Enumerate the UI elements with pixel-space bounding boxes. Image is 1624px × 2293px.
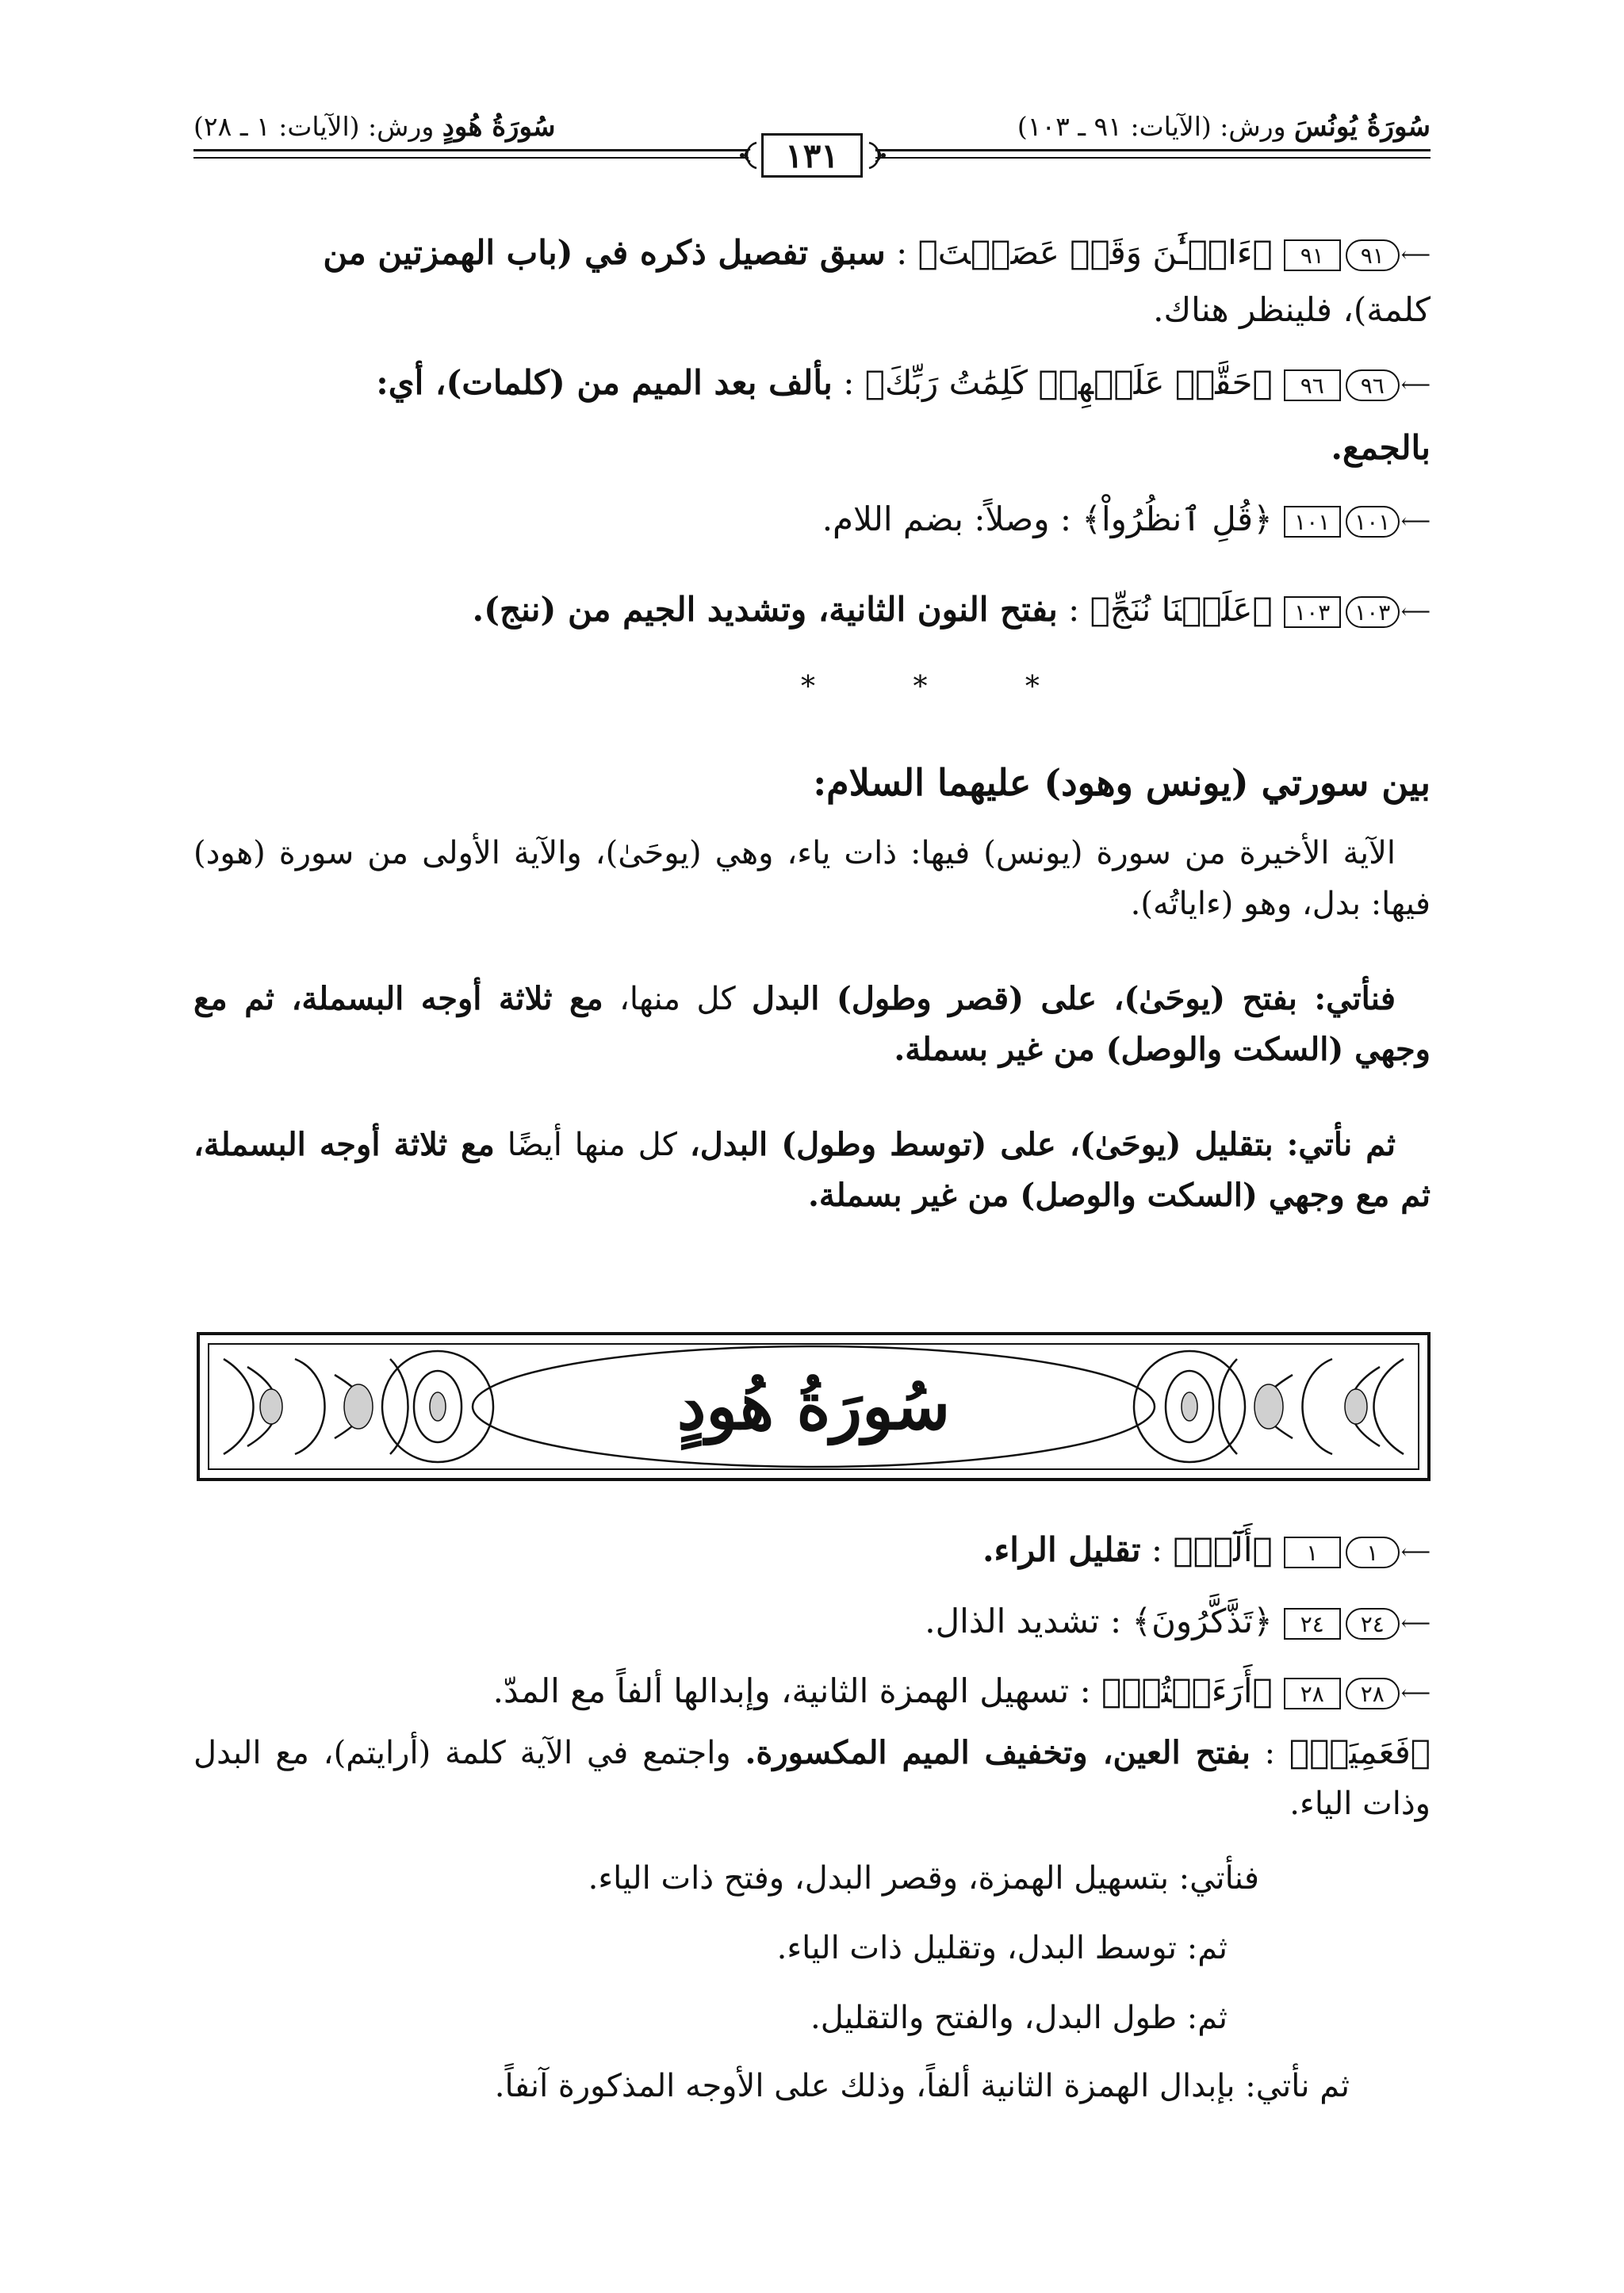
- first-method-bold: فنأتي: بفتح (يوحَىٰ)، على (قصر وطول) البدل: [751, 980, 1396, 1017]
- surah-hud-banner: [197, 1332, 1431, 1481]
- header-right-range: ورش: (الآيات: ٩١ ـ ١٠٣): [1017, 111, 1295, 142]
- entry-hud-28-second-word: [193, 1727, 1431, 1829]
- verse-badge: ٢٨: [1346, 1678, 1400, 1709]
- surah-title: سُورَةُ هُودٍ: [676, 1369, 951, 1445]
- entry-ruling: تقليل الراء.: [982, 1530, 1141, 1569]
- entry-ruling: بفتح العين، وتخفيف الميم المكسورة.: [745, 1734, 1251, 1771]
- quran-word: ﴿حَقَّتۡ عَلَيۡهِمۡ كَلِمَٰتُ رَبِّكَ﴾: [864, 363, 1273, 402]
- header-left: [193, 111, 556, 159]
- pointer-icon: ⟵: [1400, 243, 1431, 267]
- verse-badge: ٩٦: [1346, 369, 1400, 401]
- entry-hud-1: [193, 1530, 1431, 1569]
- second-method-bold-end: مع ثلاثة أوجه البسملة، ثم مع وجهي (السكت والوصل) من غير بسملة.: [193, 1126, 1431, 1214]
- entry-ruling: بألف بعد الميم من (كلمات)، أي:: [376, 363, 833, 402]
- header-right: [1017, 111, 1431, 159]
- pointer-icon: ⟵: [1400, 1682, 1431, 1705]
- header-right-sura: سُورَةُ يُونُسَ: [1294, 111, 1431, 143]
- verse-badge: ٩١: [1346, 239, 1400, 271]
- verse-number-box: ٩١: [1284, 239, 1341, 271]
- pointer-icon: ⟵: [1400, 600, 1431, 624]
- verse-badge: ١: [1346, 1537, 1400, 1568]
- entry-hud-28: [193, 1671, 1431, 1710]
- pointer-icon: ⟵: [1400, 373, 1431, 397]
- quran-word: ﴿قُلِ ٱنظُرُواْ﴾: [1082, 500, 1273, 538]
- header-rule-left-bottom: [193, 157, 749, 159]
- second-method-bold: ثم نأتي: بتقليل (يوحَىٰ)، على (توسط وطول) البدل،: [689, 1126, 1396, 1163]
- quran-word: ﴿تَذَّكَّرُونَ﴾: [1132, 1602, 1273, 1640]
- verse-number-box: ٢٨: [1284, 1678, 1341, 1709]
- header-rule-left-top: [193, 149, 749, 151]
- verse-number-box: ٩٦: [1284, 369, 1341, 401]
- pointer-icon: ⟵: [1400, 510, 1431, 534]
- page-number: ١٣١: [761, 133, 863, 178]
- colon: :: [885, 233, 918, 272]
- header-left-range: ورش: (الآيات: ١ ـ ٢٨): [193, 111, 442, 142]
- sequence-step-1: فنأتي: بتسهيل الهمزة، وقصر البدل، وفتح ذات الياء.: [588, 1860, 1259, 1897]
- entry-hud-24: [193, 1602, 1431, 1640]
- second-method-normal: كل منها أيضًا: [494, 1127, 690, 1163]
- section-title: بين سورتي (يونس وهود) عليهما السلام:: [813, 761, 1431, 804]
- verse-number-box: ١٠١: [1284, 506, 1341, 538]
- colon: :: [1057, 590, 1090, 629]
- header-left-sura: سُورَةُ هُودٍ: [442, 111, 556, 143]
- paragraph-first-method: [193, 974, 1431, 1075]
- quran-word: ﴿أَرَءَيۡتُمۡ﴾: [1101, 1671, 1273, 1710]
- first-method-bold-end: مع ثلاثة أوجه البسملة، ثم مع وجهي (السكت والوصل) من غير بسملة.: [193, 980, 1431, 1068]
- header-ornament-right-icon: [866, 140, 888, 171]
- entry-ruling: بفتح النون الثانية، وتشديد الجيم من (ننج).: [472, 590, 1058, 629]
- entry-ruling: تشديد الذال.: [925, 1602, 1100, 1640]
- entry-ruling: تسهيل الهمزة الثانية، وإبدالها ألفاً مع المدّ.: [492, 1671, 1070, 1710]
- entry-yunus-103: [193, 590, 1431, 629]
- verse-badge: ١٠٣: [1346, 596, 1400, 628]
- entry-yunus-101: [193, 500, 1431, 538]
- verse-badge: ١٠١: [1346, 506, 1400, 538]
- entry-yunus-96: [193, 363, 1431, 402]
- colon: :: [1049, 500, 1082, 538]
- colon: :: [1140, 1530, 1174, 1569]
- header-rule-right-bottom: [875, 157, 1431, 159]
- header-rule-right-top: [875, 149, 1431, 151]
- entry-ruling: سبق تفصيل ذكره في (باب الهمزتين من: [323, 233, 886, 272]
- section-separator-stars: * * *: [801, 671, 1084, 703]
- entry-yunus-96-continuation: بالجمع.: [1331, 428, 1431, 467]
- sequence-step-4: ثم نأتي: بإبدال الهمزة الثانية ألفاً، وذلك على الأوجه المذكورة آنفاً.: [494, 2068, 1350, 2104]
- paragraph-second-method: [193, 1120, 1431, 1221]
- verse-number-box: ١٠٣: [1284, 596, 1341, 628]
- colon: :: [1250, 1735, 1289, 1771]
- colon: :: [1099, 1602, 1132, 1640]
- colon: :: [832, 363, 865, 402]
- first-method-normal: كل منها،: [603, 981, 752, 1017]
- entry-yunus-91-continuation: كلمة)، فلينظر هناك.: [1153, 290, 1431, 329]
- pointer-icon: ⟵: [1400, 1612, 1431, 1636]
- verse-number-box: ٢٤: [1284, 1608, 1341, 1640]
- sequence-step-2: ثم: توسط البدل، وتقليل ذات الياء.: [776, 1930, 1228, 1966]
- pointer-icon: ⟵: [1400, 1541, 1431, 1564]
- verse-badge: ٢٤: [1346, 1608, 1400, 1640]
- paragraph-intro: الآية الأخيرة من سورة (يونس) فيها: ذات ياء، وهي (يوحَىٰ)، والآية الأولى من سورة (هود) فيها: بدل، وهو (ءاياتُه).: [193, 835, 1431, 922]
- verse-number-box: ١: [1284, 1537, 1341, 1568]
- entry-note: واجتمع في الآية كلمة (أرايتم)، مع البدل وذات الياء.: [193, 1735, 1431, 1822]
- quran-word: ﴿فَعَمِيَتۡ﴾: [1289, 1732, 1431, 1771]
- entry-ruling: وصلاً: بضم اللام.: [822, 500, 1050, 538]
- entry-yunus-91: [193, 233, 1431, 272]
- quran-word: ﴿ءَالۡـَٰٔنَ وَقَدۡ عَصَيۡتَ﴾: [917, 233, 1273, 272]
- sequence-step-3: ثم: طول البدل، والفتح والتقليل.: [810, 2000, 1228, 2036]
- colon: :: [1069, 1671, 1102, 1710]
- header-ornament-left-icon: [737, 140, 760, 171]
- quran-word: ﴿عَلَيۡنَا نُنَجِّ﴾: [1090, 590, 1273, 629]
- quran-word: ﴿أَلَٓرۚ﴾: [1173, 1530, 1273, 1569]
